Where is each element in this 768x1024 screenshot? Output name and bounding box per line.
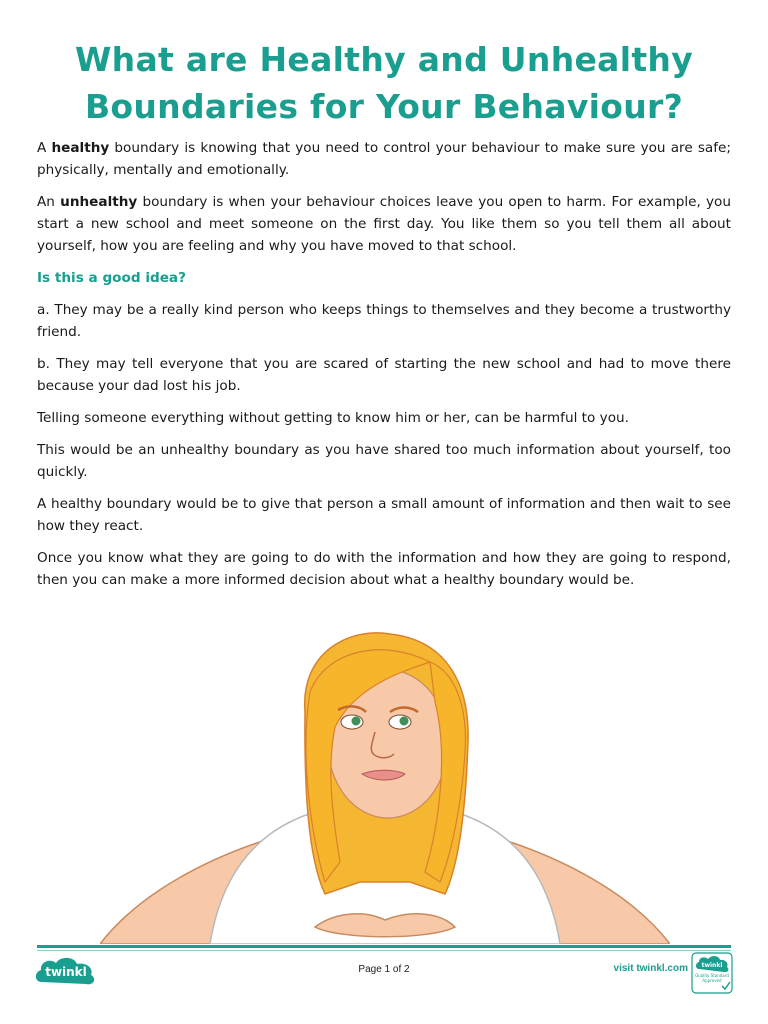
badge-text: Quality Standard Approved [695,973,729,983]
logo-text: twinkl [45,965,87,979]
footer-divider-thin [37,950,731,951]
paragraph-conclusion: Once you know what they are going to do with the information and how they are going to respond, then you can make a more informed decision about what a healthy boundary would be. [37,550,731,588]
page-number: Page 1 of 2 [358,964,410,975]
text-span: boundary is when your behaviour choices leave you open to harm. For example, you start a new school and meet someone on the first day. You like them so you tell them all about yourself, how you are feeling and why you have moved to that school. [37,194,731,254]
bold-term-unhealthy: unhealthy [60,194,138,210]
badge-brand: twinkl [701,962,723,969]
title-line-2: Boundaries for Your Behaviour? [84,87,684,126]
footer-divider [37,945,731,948]
girl-illustration [100,632,670,944]
paragraph-telling: Telling someone everything without getting to know him or her, can be harmful to you. [37,410,629,426]
paragraph-option-a: a. They may be a really kind person who keeps things to themselves and they become a trustworthy friend. [37,302,731,340]
text-span: boundary is knowing that you need to control your behaviour to make sure you are safe; physically, mentally and emotionally. [37,140,731,178]
paragraph-unhealthy-example: This would be an unhealthy boundary as you have shared too much information about yourself, too quickly. [37,442,731,480]
paragraph-unhealthy [37,191,731,257]
bold-term-healthy: healthy [51,140,110,156]
page-title [20,36,748,130]
quality-badge-icon [691,952,733,994]
twinkl-logo-icon[interactable] [34,954,98,988]
body-text [37,137,731,601]
text-span: An [37,194,61,210]
visit-link[interactable]: visit twinkl.com [613,963,688,974]
paragraph-healthy-example: A healthy boundary would be to give that person a small amount of information and then wait to see how they react. [37,496,731,534]
text-span: A [37,140,52,156]
question-heading: Is this a good idea? [37,270,186,286]
paragraph-healthy [37,137,731,181]
paragraph-option-b: b. They may tell everyone that you are scared of starting the new school and had to move there because your dad lost his job. [37,356,731,394]
title-line-1: What are Healthy and Unhealthy [74,40,694,79]
